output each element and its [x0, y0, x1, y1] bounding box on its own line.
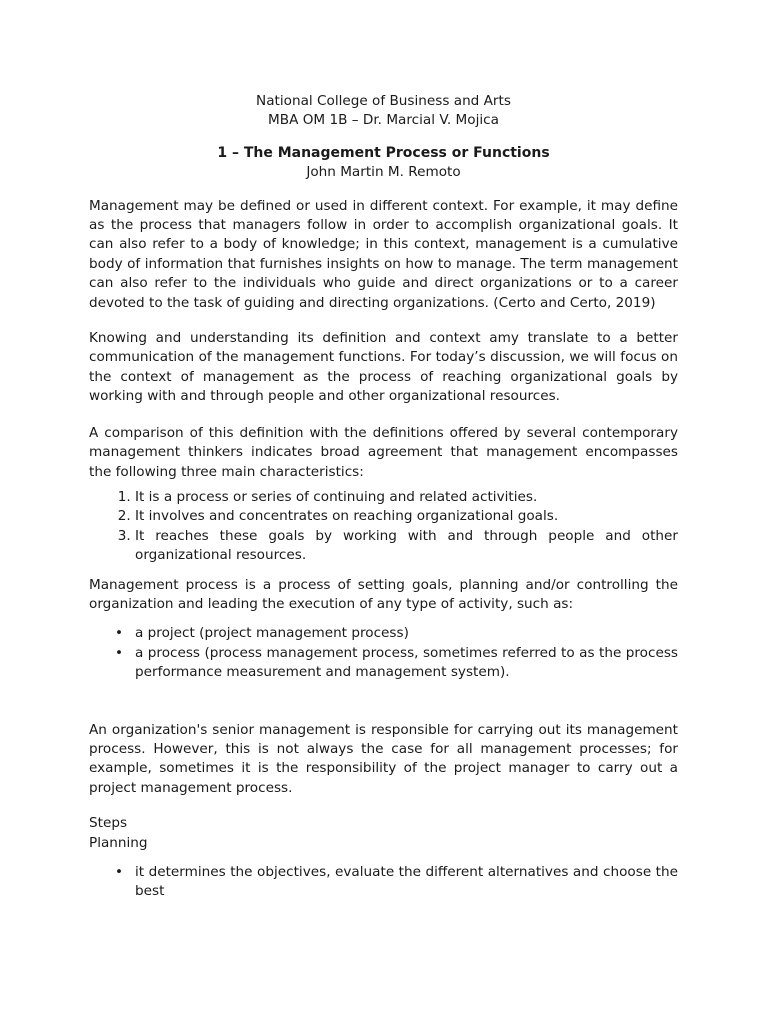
- list-item-text: a project (project management process): [135, 625, 409, 642]
- activities-list: [89, 624, 678, 682]
- list-item: [115, 644, 678, 683]
- list-item: 2. It involves and concentrates on reaching organizational goals.: [135, 507, 678, 526]
- list-item: 1. It is a process or series of continuing and related activities.: [135, 488, 678, 507]
- characteristics-list: [89, 488, 678, 566]
- course-line: MBA OM 1B – Dr. Marcial V. Mojica: [268, 112, 499, 129]
- paragraph-senior-management: An organization's senior management is responsible for carrying out its management process. However, this is not always the case for all management processes; for example, sometimes it is the responsibility of the project manager to carry out a project management process.: [89, 721, 678, 796]
- author-name: John Martin M. Remoto: [306, 164, 461, 181]
- list-item: 3. It reaches these goals by working with and through people and other organizational resources.: [135, 527, 678, 566]
- paragraph-definition: Management may be defined or used in different context. For example, it may define as the process that managers follow in order to accomplish organizational goals. It can also refer to a body of knowledge; in this context, management is a cumulative body of information that furnishes insights on how to manage. The term management can also refer to the individuals who guide and direct organizations or to a career devoted to the task of guiding and directing organizations. (Certo and Certo, 2019): [89, 197, 678, 311]
- steps-heading: Steps: [89, 815, 128, 832]
- list-item-text: a process (process management process, sometimes referred to as the process performance measurement and management system).: [135, 644, 678, 681]
- document-header: [89, 92, 678, 131]
- bullet-icon: •: [115, 864, 124, 880]
- institution-name: National College of Business and Arts: [256, 93, 511, 109]
- planning-heading: Planning: [89, 834, 148, 851]
- list-item: [115, 624, 678, 643]
- document-page: [89, 92, 678, 902]
- paragraph-comparison: A comparison of this definition with the definitions offered by several contemporary management thinkers indicates broad agreement that management encompasses the following three main characteristics:: [89, 424, 678, 480]
- bullet-icon: •: [115, 625, 124, 642]
- paragraph-management-process: Management process is a process of setting goals, planning and/or controlling the organization and leading the execution of any type of activity, such as:: [89, 576, 678, 612]
- bullet-icon: •: [115, 644, 124, 661]
- planning-list: [89, 863, 678, 902]
- list-item-text: it determines the objectives, evaluate the different alternatives and choose the best: [135, 864, 678, 900]
- list-item: [115, 863, 678, 902]
- paragraph-context: Knowing and understanding its definition and context amy translate to a better communication of the management functions. For today’s discussion, we will focus on the context of management as the process of reaching organizational goals by working with and through people and other organizational resources.: [89, 330, 678, 405]
- document-title: 1 – The Management Process or Functions: [217, 144, 550, 161]
